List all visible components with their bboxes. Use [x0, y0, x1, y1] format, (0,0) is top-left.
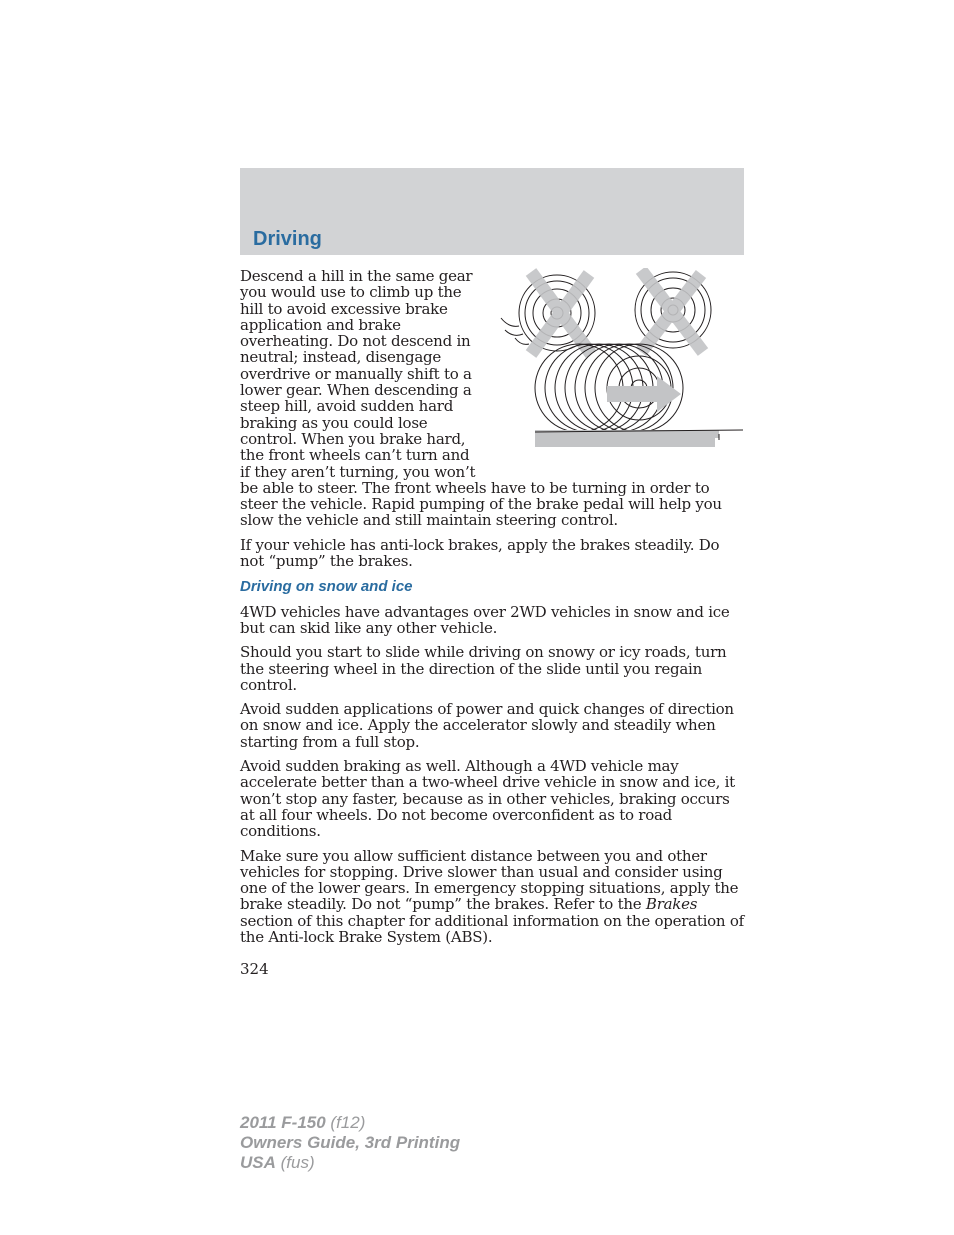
- footer-line-2: [240, 1133, 460, 1153]
- tire-skid-icon: [489, 268, 745, 461]
- footer-guide: Owners Guide, 3rd Printing: [240, 1133, 461, 1152]
- footer-market-code: (fus): [275, 1153, 315, 1172]
- page-content: [240, 268, 745, 953]
- footer-line-1: [240, 1113, 460, 1133]
- snow-ice-paragraph-3: Avoid sudden applications of power and quick changes of direction on snow and ice. Apply the accelerator slowly and steadily when starting from a full stop.: [240, 700, 734, 751]
- tire-skid-figure: [489, 268, 745, 461]
- page-number: 324: [240, 960, 269, 978]
- snow-ice-paragraph-5: [240, 848, 745, 946]
- snow-ice-paragraph-2: Should you start to slide while driving on snowy or icy roads, turn the steering wheel in the direction of the slide until you regain control.: [240, 643, 727, 694]
- intro-paragraph-2: If your vehicle has anti-lock brakes, apply the brakes steadily. Do not “pump” the brakes.: [240, 535, 720, 571]
- intro-paragraph-1: Descend a hill in the same gear you would use to climb up the hill to avoid excessive brake application and brake overheating. Do not descend in neutral; instead, disengage overdrive or manually shift to a lower gear. When descending a steep hill, avoid sudden hard braking as you could lose control. When you brake hard, the front wheels can’t turn and if they aren’t turning, you won’t be able to steer. The front wheels have to be turning in order to steer the vehicle. Rapid pumping of the brake pedal will help you slow the vehicle and still maintain steering control.: [240, 267, 722, 530]
- footer-model: 2011 F-150: [240, 1113, 326, 1132]
- footer-market: USA: [240, 1153, 276, 1172]
- footer-edition-info: [240, 1113, 460, 1173]
- footer-line-3: [240, 1153, 460, 1173]
- footer-model-code: (f12): [325, 1113, 366, 1132]
- snow-ice-paragraph-4: Avoid sudden braking as well. Although a 4WD vehicle may accelerate better than a two-wheel drive vehicle in snow and ice, it won’t stop any faster, because as in other vehicles, braking occurs at all four wheels. Do not become overconfident as to road conditions.: [240, 757, 735, 841]
- paragraph-5-text-before: Make sure you allow sufficient distance between you and other vehicles for stopping. Drive slower than usual and consider using one of the lower gears. In emergency stopping situations, apply the brake steadily. Do not “pump” the brakes. Refer to the: [240, 846, 739, 914]
- snow-ice-heading: Driving on snow and ice: [240, 578, 413, 596]
- brakes-reference: Brakes: [645, 895, 698, 914]
- section-title: Driving: [253, 228, 322, 250]
- paragraph-5-text-after: section of this chapter for additional information on the operation of the Anti-lock Brake System (ABS).: [240, 911, 744, 946]
- snow-ice-paragraph-1: 4WD vehicles have advantages over 2WD vehicles in snow and ice but can skid like any other vehicle.: [240, 602, 730, 637]
